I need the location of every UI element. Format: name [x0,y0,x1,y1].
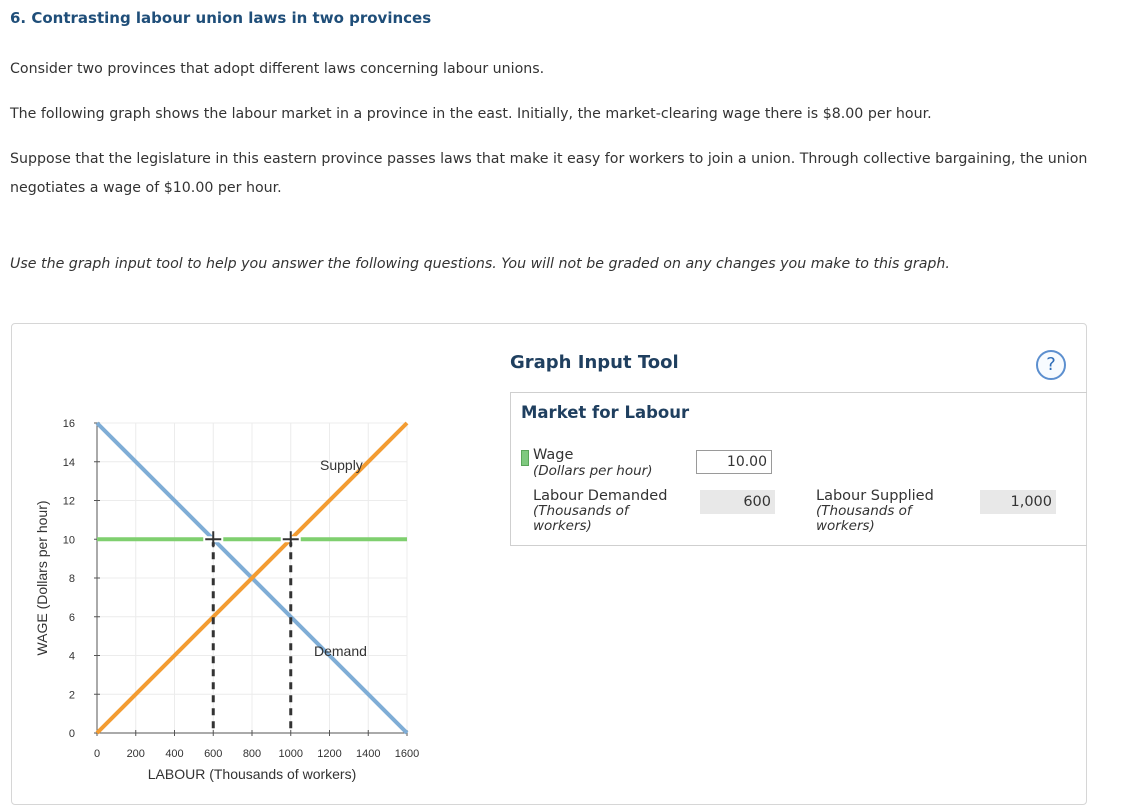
y-tick-label: 16 [62,418,75,430]
intro-paragraph: Consider two provinces that adopt different laws concerning labour unions. [10,61,545,77]
y-tick-label: 10 [62,534,75,547]
x-tick-label: 1000 [278,748,303,760]
labour-demanded-label: Labour Demanded [533,488,668,504]
labour-demanded-value: 600 [700,490,775,514]
question-title: 6. Contrasting labour union laws in two provinces [10,9,432,27]
y-tick-label: 12 [62,495,75,508]
x-tick-label: 600 [204,748,223,760]
labour-supplied-value: 1,000 [980,490,1056,514]
union-scenario: Suppose that the legislature in this eastern province passes laws that make it easy for workers to join a union. Through collective bargaining, the union negotiates a wage of $10.00 per hour. [10,151,1088,196]
labour-demanded-unit: (Thousands of workers) [533,503,629,534]
wage-input[interactable] [696,450,772,474]
y-tick-label: 0 [68,728,75,740]
wage-color-marker [521,450,529,466]
graph-input-tool-title: Graph Input Tool [510,352,679,373]
y-axis-label: WAGE (Dollars per hour) [34,500,50,656]
instructions: Use the graph input tool to help you answer the following questions. You will not be graded on any changes you make to this graph. [10,256,950,272]
y-tick-label: 8 [68,573,75,585]
x-tick-label: 1200 [317,748,342,760]
x-tick-label: 1600 [394,748,420,760]
x-tick-label: 200 [126,748,145,760]
x-tick-label: 0 [93,748,101,760]
x-tick-label: 400 [165,748,184,760]
help-icon[interactable]: ? [1036,350,1066,380]
x-tick-label: 1400 [356,748,381,760]
x-axis-label: LABOUR (Thousands of workers) [147,766,357,782]
labour-supplied-label: Labour Supplied [816,488,934,504]
labour-supplied-unit: (Thousands of workers) [816,503,912,534]
y-tick-label: 6 [68,611,75,624]
demand-label: Demand [314,643,367,659]
wage-label: Wage [533,447,574,463]
x-tick-label: 800 [242,748,262,760]
y-tick-label: 2 [68,689,75,702]
graph-description: The following graph shows the labour market in a province in the east. Initially, the market-clearing wage there is $8.00 per hour. [10,106,932,122]
wage-unit: (Dollars per hour) [533,463,653,479]
supply-label: Supply [320,457,363,473]
market-title: Market for Labour [521,403,690,422]
y-tick-label: 14 [62,456,75,469]
y-tick-label: 4 [68,650,75,663]
